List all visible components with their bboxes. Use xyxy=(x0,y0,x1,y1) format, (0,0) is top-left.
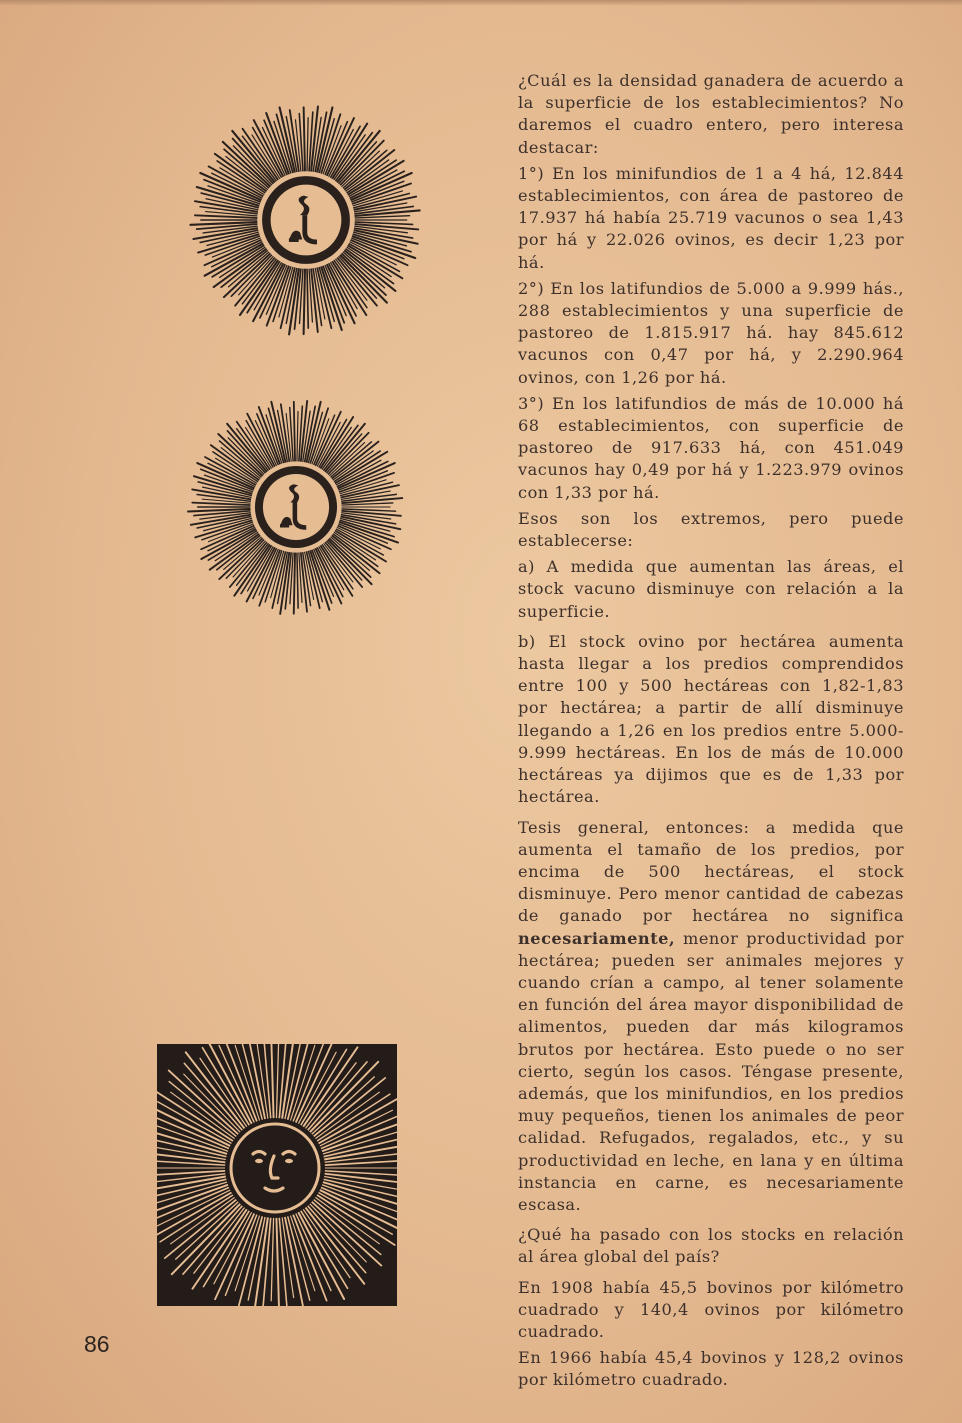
sun-emblem-icon xyxy=(184,98,428,342)
paragraph: a) A medida que aumentan las áreas, el stock vacuno disminuye con relación a la superficie. xyxy=(518,557,904,621)
paragraph: En 1966 había 45,4 bovinos y 128,2 ovinos por kilómetro cuadrado. xyxy=(518,1348,904,1390)
paragraph: ¿Qué ha pasado con los stocks en relación al área global del país? xyxy=(518,1225,904,1267)
paragraph: ¿Cuál es la densidad ganadera de acuerdo a la superficie de los establecimientos? No daremos el cuadro entero, pero interesa destacar: xyxy=(518,71,904,157)
paragraph: 1°) En los minifundios de 1 a 4 há, 12.844 establecimientos, con área de pastoreo de 17.937 há había 25.719 vacunos o sea 1,43 por há y 22.026 ovinos, es decir 1,23 por há. xyxy=(518,163,904,272)
sun-face-woodcut-icon xyxy=(157,1044,397,1306)
page-edge xyxy=(0,0,962,6)
paragraph: 3°) En los latifundios de más de 10.000 há 68 establecimientos, con superficie de pastoreo de 917.633 há, con 451.049 vacunos hay 0,49 por há y 1.223.979 ovinos con 1,33 por há. xyxy=(518,393,904,502)
emphasis-text: necesariamente, xyxy=(518,928,676,948)
paragraph: Esos son los extremos, pero puede establecerse: xyxy=(518,508,904,551)
paragraph: b) El stock ovino por hectárea aumenta hasta llegar a los predios comprendidos entre 100 y 500 hectáreas con 1,82-1,83 por hectárea; a partir de allí disminuye llegando a 1,26 en los predios entre 5.000-9.999 hectáreas. En los de más de 10.000 hectáreas ya dijimos que es de 1,33 por hectárea. xyxy=(518,631,904,807)
paragraph xyxy=(518,817,904,1217)
sun-emblem-icon xyxy=(182,393,410,621)
body-text xyxy=(518,70,904,1396)
paragraph-text: Tesis general, entonces: a medida que aumenta el tamaño de los predios, por encima de 500 hectáreas, el stock disminuye. Pero menor cantidad de cabezas de ganado por hectárea no significa xyxy=(518,817,904,926)
page-number: 86 xyxy=(84,1331,110,1357)
paragraph-text: menor productividad por hectárea; pueden ser animales mejores y cuando crían a campo, al tener solamente en función del área mayor disponibilidad de alimentos, pueden dar más kilogramos brutos por hectárea. Esto puede o no ser cierto, según los casos. Téngase presente, además, que los minifundios, en los predios muy pequeños, tienen los animales de peor calidad. Refugados, regalados, etc., y su productividad en leche, en lana y en última instancia en carne, es necesariamente escasa. xyxy=(518,928,904,1214)
paragraph: 2°) En los latifundios de 5.000 a 9.999 hás., 288 establecimientos y una superficie de pastoreo de 1.815.917 há. hay 845.612 vacunos con 0,47 por há, y 2.290.964 ovinos, con 1,26 por há. xyxy=(518,278,904,387)
paragraph: En 1908 había 45,5 bovinos por kilómetro cuadrado y 140,4 ovinos por kilómetro cuadrado. xyxy=(518,1277,904,1341)
